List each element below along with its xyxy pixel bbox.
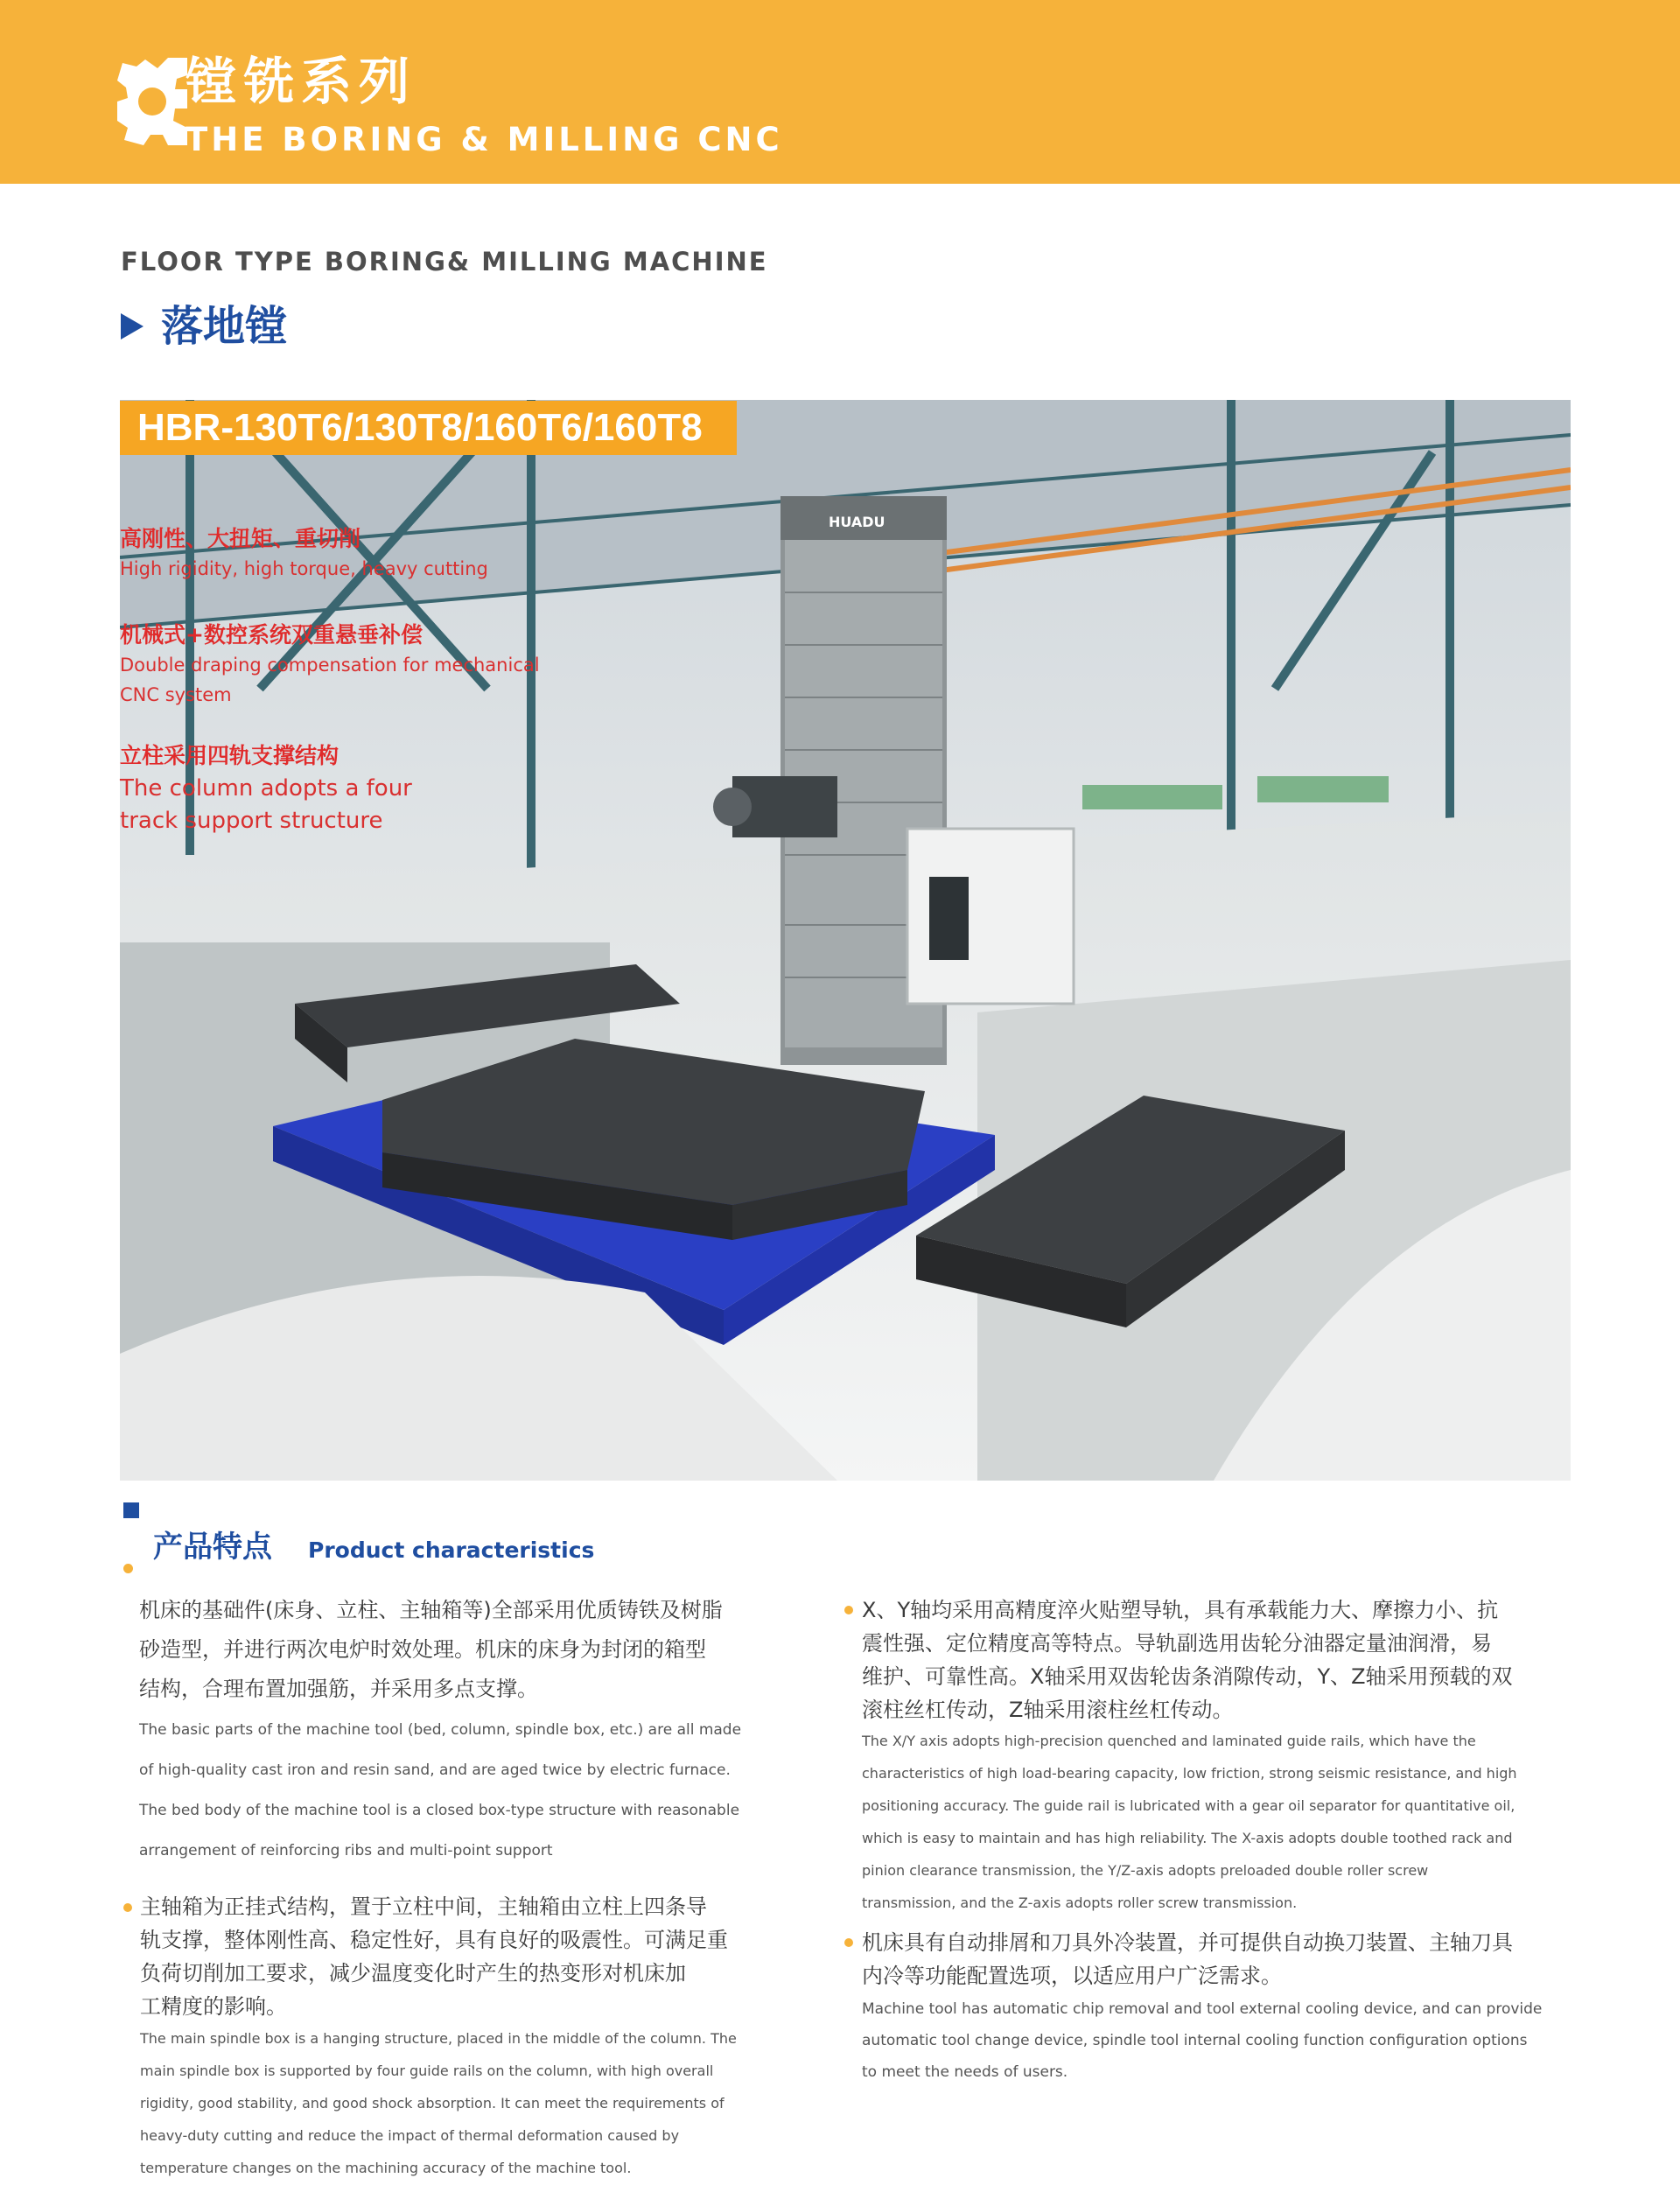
heading-dot-marker	[123, 1564, 133, 1573]
paragraph-cn-line: 负荷切削加工要求，减少温度变化时产生的热变形对机床加	[140, 1961, 686, 1985]
paragraph-en-line: The X/Y axis adopts high-precision quenched and laminated guide rails, which have the	[862, 1733, 1476, 1749]
characteristics-title-en: Product characteristics	[308, 1537, 595, 1563]
paragraph-en-line: temperature changes on the machining accuracy of the machine tool.	[140, 2160, 632, 2176]
feature-1-cn: 高刚性、大扭矩、重切削	[120, 526, 361, 551]
paragraph-cn-line: 机床的基础件(床身、立柱、主轴箱等)全部采用优质铸铁及树脂	[139, 1598, 723, 1622]
paragraph-cn-line: 轨支撑，整体刚性高、稳定性好，具有良好的吸震性。可满足重	[140, 1928, 728, 1952]
feature-1-en: High rigidity, high torque, heavy cutting	[120, 558, 488, 579]
paragraph-cn-line: 砂造型，并进行两次电炉时效处理。机床的床身为封闭的箱型	[139, 1637, 706, 1662]
header-title-cn: 镗铣系列	[186, 52, 417, 111]
brand-label: HUADU	[829, 514, 886, 530]
section-title-en: FLOOR TYPE BORING& MILLING MACHINE	[121, 247, 768, 277]
section-title-cn: 落地镗	[161, 302, 288, 351]
paragraph-cn-line: 震性强、定位精度高等特点。导轨副选用齿轮分油器定量油润滑，易	[862, 1631, 1492, 1656]
paragraph-en-line: The basic parts of the machine tool (bed, column, spindle box, etc.) are all made	[139, 1721, 742, 1739]
paragraph-en-line: rigidity, good stability, and good shock absorption. It can meet the requirements of	[140, 2095, 724, 2111]
paragraph-en-line: arrangement of reinforcing ribs and multi-point support	[139, 1842, 553, 1859]
paragraph-en-line: main spindle box is supported by four guide rails on the column, with high overall	[140, 2062, 714, 2079]
feature-3-cn: 立柱采用四轨支撑结构	[120, 743, 340, 768]
paragraph-cn-line: 结构，合理布置加强筋，并采用多点支撑。	[139, 1677, 538, 1701]
paragraph-en-line: The bed body of the machine tool is a closed box-type structure with reasonable	[139, 1802, 740, 1819]
header-title-en: THE BORING & MILLING CNC	[186, 121, 783, 158]
paragraph-en-line: positioning accuracy. The guide rail is lubricated with a gear oil separator for quantitative oil,	[862, 1797, 1516, 1814]
paragraph-cn-line: 维护、可靠性高。X轴采用双齿轮齿条消隙传动，Y、Z轴采用预载的双	[862, 1664, 1513, 1689]
paragraph-en-line: Machine tool has automatic chip removal and tool external cooling device, and can provide	[862, 2000, 1543, 2018]
paragraph-cn-line: X、Y轴均采用高精度淬火贴塑导轨，具有承载能力大、摩擦力小、抗	[862, 1598, 1499, 1622]
feature-3-en-line1: The column adopts a four	[120, 775, 412, 802]
model-number-tag	[120, 401, 737, 455]
triangle-marker-icon	[121, 313, 144, 340]
paragraph-en-line: pinion clearance transmission, the Y/Z-axis adopts preloaded double roller screw	[862, 1862, 1429, 1879]
paragraph-cn-line: 滚柱丝杠传动，Z轴采用滚柱丝杠传动。	[862, 1698, 1234, 1722]
paragraph-en-line: which is easy to maintain and has high reliability. The X-axis adopts double toothed rack and	[862, 1830, 1513, 1846]
paragraph-en-line: The main spindle box is a hanging structure, placed in the middle of the column. The	[140, 2030, 737, 2047]
bullet-dot	[844, 1938, 853, 1947]
paragraph-en-line: automatic tool change device, spindle tool internal cooling function configuration options	[862, 2032, 1528, 2049]
feature-3-en-line2: track support structure	[120, 808, 383, 834]
paragraph-en-line: heavy-duty cutting and reduce the impact of thermal deformation caused by	[140, 2127, 680, 2144]
paragraph-cn-line: 机床具有自动排屑和刀具外冷装置，并可提供自动换刀装置、主轴刀具	[862, 1930, 1513, 1955]
bullet-dot	[123, 1903, 132, 1912]
gear-logo-icon	[114, 54, 191, 149]
paragraph-en-line: transmission, and the Z-axis adopts roller screw transmission.	[862, 1894, 1298, 1911]
heading-square-marker	[123, 1502, 139, 1518]
paragraph-cn-line: 工精度的影响。	[140, 1994, 287, 2019]
paragraph-cn-line: 内冷等功能配置选项，以适应用户广泛需求。	[862, 1964, 1282, 1988]
paragraph-cn-line: 主轴箱为正挂式结构，置于立柱中间，主轴箱由立柱上四条导	[140, 1894, 707, 1919]
paragraph-en-line: of high-quality cast iron and resin sand, and are aged twice by electric furnace.	[139, 1761, 731, 1779]
bullet-dot	[844, 1606, 853, 1614]
feature-2-cn: 机械式+数控系统双重悬垂补偿	[120, 622, 423, 648]
model-number: HBR-130T6/130T8/160T6/160T8	[137, 406, 703, 449]
feature-2-en-line1: Double draping compensation for mechanical	[120, 655, 540, 676]
paragraph-en-line: to meet the needs of users.	[862, 2063, 1068, 2081]
feature-2-en-line2: CNC system	[120, 684, 232, 705]
characteristics-title-cn: 产品特点	[153, 1530, 272, 1565]
paragraph-en-line: characteristics of high load-bearing capacity, low friction, strong seismic resistance, and high	[862, 1765, 1517, 1782]
